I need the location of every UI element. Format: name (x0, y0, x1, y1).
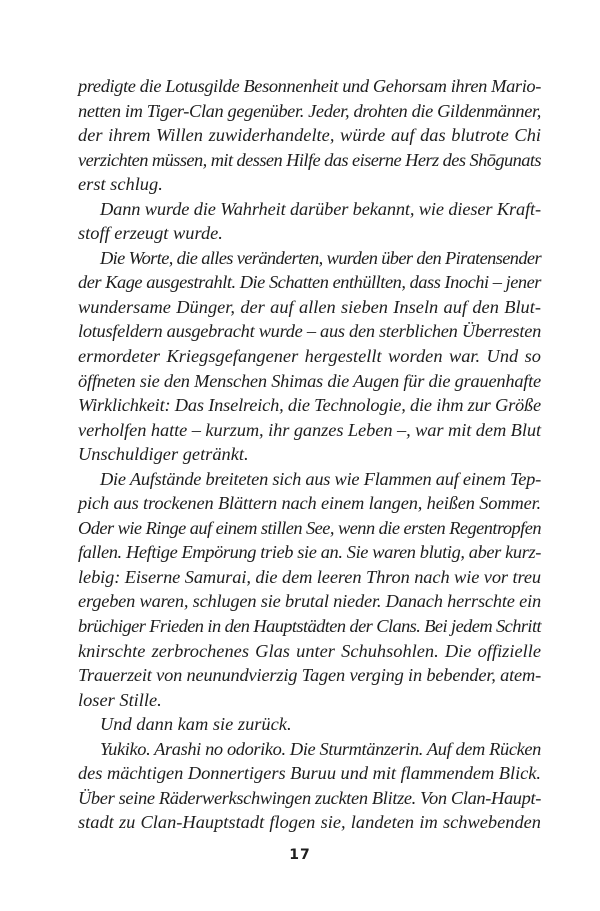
text-line: Wirklichkeit: Das Inselreich, die Technologie, die ihm zur Größe (78, 395, 541, 416)
page-number: 17 (289, 847, 311, 863)
paragraph (78, 74, 541, 197)
text-line: Und dann kam sie zurück. (100, 714, 292, 735)
text-line: Unschuldiger getränkt. (78, 444, 249, 465)
text-line: pich aus trockenen Blättern nach einem langen, heißen Sommer. (78, 493, 541, 514)
text-line: Yukiko. Arashi no odoriko. Die Sturmtänzerin. Auf dem Rücken (100, 738, 541, 759)
page-body (78, 74, 541, 835)
text-line: predigte die Lotusgilde Besonnenheit und Gehorsam ihren Mario- (78, 76, 541, 96)
paragraph (78, 246, 541, 467)
text-line: stoff erzeugt wurde. (78, 223, 223, 244)
text-line: verholfen hatte – kurzum, ihr ganzes Leben –, war mit dem Blut (78, 419, 541, 440)
paragraph (78, 737, 541, 835)
text-line: stadt zu Clan-Hauptstadt flogen sie, landeten im schwebenden (78, 812, 541, 833)
text-line: fallen. Heftige Empörung trieb sie an. Sie waren blutig, aber kurz- (78, 542, 541, 563)
text-line: Trauerzeit von neunundvierzig Tagen verging in bebender, atem- (78, 665, 542, 686)
text-line: des mächtigen Donnertigers Buruu und mit flammendem Blick. (78, 763, 541, 784)
text-line: der Kage ausgestrahlt. Die Schatten enthüllten, dass Inochi – jener (78, 272, 541, 293)
text-line: lotusfeldern ausgebracht wurde – aus den sterblichen Überresten (78, 321, 541, 342)
paragraph (78, 467, 541, 712)
text-line: loser Stille. (78, 689, 162, 710)
text-line: verzichten müssen, mit dessen Hilfe das eiserne Herz des Shōgunats (78, 149, 541, 170)
text-line: Die Aufstände breiteten sich aus wie Flammen auf einem Tep- (100, 468, 541, 489)
text-line: Die Worte, die alles veränderten, wurden über den Piratensender (100, 247, 541, 268)
text-line: knirschte zerbrochenes Glas unter Schuhsohlen. Die offizielle (78, 640, 541, 661)
text-line: netten im Tiger-Clan gegenüber. Jeder, drohten die Gildenmänner, (78, 100, 541, 121)
text-line: Oder wie Ringe auf einem stillen See, wenn die ersten Regentropfen (78, 517, 541, 538)
text-line: Dann wurde die Wahrheit darüber bekannt, wie dieser Kraft- (100, 198, 541, 219)
text-line: brüchiger Frieden in den Hauptstädten der Clans. Bei jedem Schritt (78, 616, 541, 637)
text-line: der ihrem Willen zuwiderhandelte, würde auf das blutrote Chi (78, 125, 541, 146)
text-line: wundersame Dünger, der auf allen sieben Inseln auf den Blut- (78, 296, 541, 317)
text-line: ermordeter Kriegsgefangener hergestellt worden war. Und so (78, 346, 541, 367)
text-line: ergeben waren, schlugen sie brutal nieder. Danach herrschte ein (78, 591, 541, 612)
paragraph (78, 197, 541, 246)
text-line: Über seine Räderwerkschwingen zuckten Blitze. Von Clan-Haupt- (78, 787, 541, 808)
text-line: lebig: Eiserne Samurai, die dem leeren Thron nach wie vor treu (78, 566, 541, 587)
text-line: erst schlug. (78, 174, 163, 195)
text-line: öffneten sie den Menschen Shimas die Augen für die grauenhafte (78, 370, 541, 391)
paragraph (78, 712, 541, 737)
